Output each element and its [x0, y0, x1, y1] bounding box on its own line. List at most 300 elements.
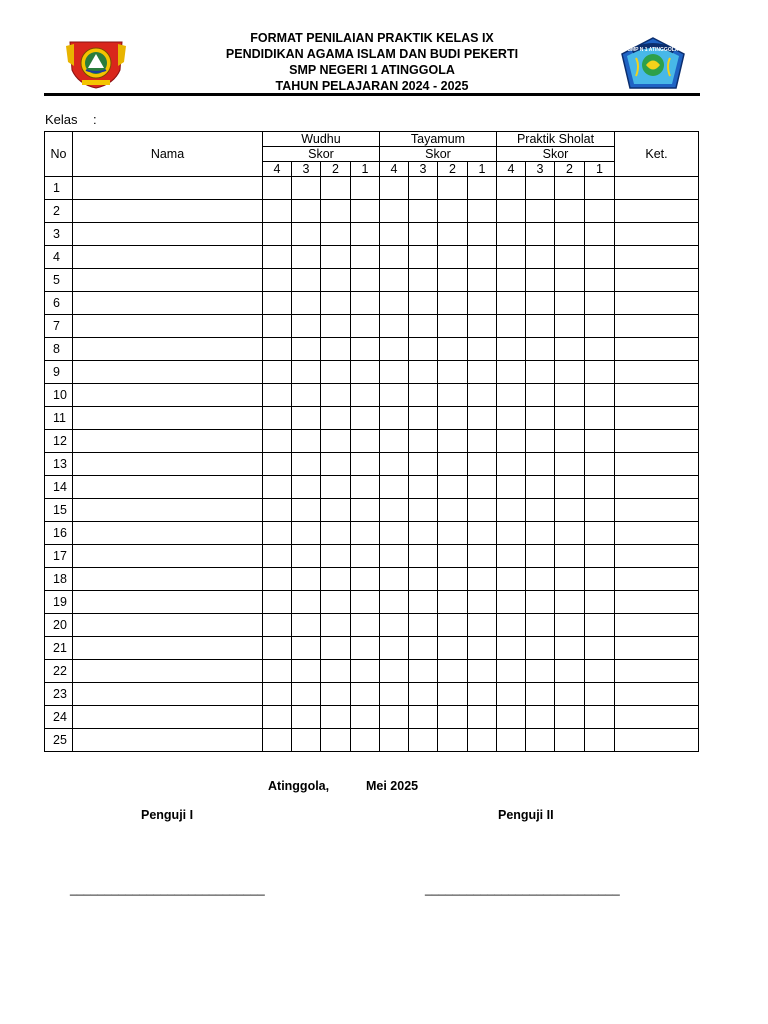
ket-cell[interactable]: [615, 568, 699, 591]
score-cell[interactable]: [526, 499, 555, 522]
score-cell[interactable]: [468, 729, 497, 752]
score-cell[interactable]: [497, 729, 526, 752]
score-cell[interactable]: [263, 384, 292, 407]
name-cell[interactable]: [73, 637, 263, 660]
ket-cell[interactable]: [615, 315, 699, 338]
name-cell[interactable]: [73, 683, 263, 706]
score-cell[interactable]: [380, 407, 409, 430]
score-cell[interactable]: [526, 706, 555, 729]
score-cell[interactable]: [380, 545, 409, 568]
score-cell[interactable]: [351, 361, 380, 384]
score-cell[interactable]: [438, 430, 468, 453]
score-cell[interactable]: [351, 706, 380, 729]
ket-cell[interactable]: [615, 660, 699, 683]
name-cell[interactable]: [73, 223, 263, 246]
score-cell[interactable]: [263, 499, 292, 522]
score-cell[interactable]: [526, 338, 555, 361]
score-cell[interactable]: [555, 729, 585, 752]
name-cell[interactable]: [73, 614, 263, 637]
name-cell[interactable]: [73, 177, 263, 200]
score-cell[interactable]: [292, 683, 321, 706]
score-cell[interactable]: [555, 246, 585, 269]
score-cell[interactable]: [555, 614, 585, 637]
score-cell[interactable]: [380, 729, 409, 752]
score-cell[interactable]: [438, 269, 468, 292]
score-cell[interactable]: [321, 499, 351, 522]
score-cell[interactable]: [555, 338, 585, 361]
score-cell[interactable]: [351, 568, 380, 591]
score-cell[interactable]: [555, 292, 585, 315]
score-cell[interactable]: [409, 591, 438, 614]
score-cell[interactable]: [409, 637, 438, 660]
score-cell[interactable]: [438, 338, 468, 361]
score-cell[interactable]: [321, 637, 351, 660]
score-cell[interactable]: [380, 453, 409, 476]
score-cell[interactable]: [468, 660, 497, 683]
score-cell[interactable]: [263, 476, 292, 499]
score-cell[interactable]: [380, 637, 409, 660]
score-cell[interactable]: [438, 407, 468, 430]
name-cell[interactable]: [73, 407, 263, 430]
score-cell[interactable]: [292, 499, 321, 522]
score-cell[interactable]: [555, 545, 585, 568]
score-cell[interactable]: [380, 706, 409, 729]
score-cell[interactable]: [497, 591, 526, 614]
score-cell[interactable]: [497, 522, 526, 545]
score-cell[interactable]: [321, 292, 351, 315]
score-cell[interactable]: [468, 200, 497, 223]
score-cell[interactable]: [438, 453, 468, 476]
score-cell[interactable]: [380, 269, 409, 292]
score-cell[interactable]: [321, 338, 351, 361]
score-cell[interactable]: [526, 545, 555, 568]
score-cell[interactable]: [585, 246, 615, 269]
score-cell[interactable]: [409, 476, 438, 499]
score-cell[interactable]: [380, 568, 409, 591]
score-cell[interactable]: [526, 660, 555, 683]
ket-cell[interactable]: [615, 407, 699, 430]
score-cell[interactable]: [351, 637, 380, 660]
score-cell[interactable]: [438, 177, 468, 200]
score-cell[interactable]: [526, 591, 555, 614]
name-cell[interactable]: [73, 729, 263, 752]
ket-cell[interactable]: [615, 246, 699, 269]
score-cell[interactable]: [585, 568, 615, 591]
score-cell[interactable]: [292, 614, 321, 637]
score-cell[interactable]: [497, 177, 526, 200]
score-cell[interactable]: [351, 223, 380, 246]
score-cell[interactable]: [409, 177, 438, 200]
score-cell[interactable]: [263, 729, 292, 752]
score-cell[interactable]: [468, 269, 497, 292]
score-cell[interactable]: [292, 315, 321, 338]
ket-cell[interactable]: [615, 384, 699, 407]
score-cell[interactable]: [380, 315, 409, 338]
score-cell[interactable]: [468, 384, 497, 407]
score-cell[interactable]: [263, 522, 292, 545]
score-cell[interactable]: [351, 499, 380, 522]
score-cell[interactable]: [526, 729, 555, 752]
score-cell[interactable]: [555, 200, 585, 223]
score-cell[interactable]: [526, 407, 555, 430]
ket-cell[interactable]: [615, 453, 699, 476]
score-cell[interactable]: [292, 568, 321, 591]
score-cell[interactable]: [380, 614, 409, 637]
score-cell[interactable]: [351, 430, 380, 453]
name-cell[interactable]: [73, 660, 263, 683]
score-cell[interactable]: [409, 545, 438, 568]
score-cell[interactable]: [438, 315, 468, 338]
score-cell[interactable]: [526, 177, 555, 200]
score-cell[interactable]: [380, 660, 409, 683]
score-cell[interactable]: [380, 223, 409, 246]
score-cell[interactable]: [292, 545, 321, 568]
ket-cell[interactable]: [615, 269, 699, 292]
score-cell[interactable]: [526, 522, 555, 545]
score-cell[interactable]: [585, 683, 615, 706]
name-cell[interactable]: [73, 292, 263, 315]
score-cell[interactable]: [380, 499, 409, 522]
score-cell[interactable]: [351, 269, 380, 292]
score-cell[interactable]: [555, 315, 585, 338]
name-cell[interactable]: [73, 706, 263, 729]
ket-cell[interactable]: [615, 591, 699, 614]
score-cell[interactable]: [292, 292, 321, 315]
score-cell[interactable]: [351, 729, 380, 752]
score-cell[interactable]: [468, 246, 497, 269]
score-cell[interactable]: [409, 453, 438, 476]
score-cell[interactable]: [263, 246, 292, 269]
score-cell[interactable]: [468, 591, 497, 614]
score-cell[interactable]: [438, 522, 468, 545]
score-cell[interactable]: [351, 338, 380, 361]
score-cell[interactable]: [263, 706, 292, 729]
score-cell[interactable]: [292, 361, 321, 384]
score-cell[interactable]: [409, 614, 438, 637]
score-cell[interactable]: [468, 637, 497, 660]
score-cell[interactable]: [526, 476, 555, 499]
score-cell[interactable]: [585, 338, 615, 361]
score-cell[interactable]: [438, 729, 468, 752]
score-cell[interactable]: [468, 430, 497, 453]
ket-cell[interactable]: [615, 706, 699, 729]
score-cell[interactable]: [468, 476, 497, 499]
ket-cell[interactable]: [615, 614, 699, 637]
score-cell[interactable]: [263, 591, 292, 614]
score-cell[interactable]: [585, 269, 615, 292]
score-cell[interactable]: [321, 568, 351, 591]
score-cell[interactable]: [438, 591, 468, 614]
score-cell[interactable]: [263, 200, 292, 223]
score-cell[interactable]: [409, 338, 438, 361]
score-cell[interactable]: [321, 223, 351, 246]
score-cell[interactable]: [585, 522, 615, 545]
score-cell[interactable]: [380, 361, 409, 384]
score-cell[interactable]: [351, 200, 380, 223]
score-cell[interactable]: [321, 453, 351, 476]
score-cell[interactable]: [380, 292, 409, 315]
score-cell[interactable]: [438, 614, 468, 637]
score-cell[interactable]: [438, 223, 468, 246]
score-cell[interactable]: [292, 476, 321, 499]
score-cell[interactable]: [321, 200, 351, 223]
score-cell[interactable]: [468, 361, 497, 384]
score-cell[interactable]: [497, 476, 526, 499]
score-cell[interactable]: [497, 499, 526, 522]
score-cell[interactable]: [526, 292, 555, 315]
score-cell[interactable]: [438, 476, 468, 499]
score-cell[interactable]: [555, 591, 585, 614]
score-cell[interactable]: [526, 200, 555, 223]
score-cell[interactable]: [351, 315, 380, 338]
score-cell[interactable]: [438, 246, 468, 269]
score-cell[interactable]: [497, 683, 526, 706]
score-cell[interactable]: [526, 430, 555, 453]
score-cell[interactable]: [497, 384, 526, 407]
score-cell[interactable]: [438, 292, 468, 315]
score-cell[interactable]: [585, 430, 615, 453]
ket-cell[interactable]: [615, 545, 699, 568]
score-cell[interactable]: [438, 660, 468, 683]
score-cell[interactable]: [409, 384, 438, 407]
score-cell[interactable]: [468, 407, 497, 430]
score-cell[interactable]: [321, 660, 351, 683]
ket-cell[interactable]: [615, 430, 699, 453]
score-cell[interactable]: [263, 338, 292, 361]
ket-cell[interactable]: [615, 499, 699, 522]
score-cell[interactable]: [263, 453, 292, 476]
ket-cell[interactable]: [615, 637, 699, 660]
score-cell[interactable]: [585, 177, 615, 200]
score-cell[interactable]: [526, 637, 555, 660]
score-cell[interactable]: [292, 430, 321, 453]
name-cell[interactable]: [73, 453, 263, 476]
score-cell[interactable]: [497, 407, 526, 430]
score-cell[interactable]: [585, 407, 615, 430]
score-cell[interactable]: [438, 706, 468, 729]
score-cell[interactable]: [292, 453, 321, 476]
score-cell[interactable]: [409, 223, 438, 246]
name-cell[interactable]: [73, 430, 263, 453]
score-cell[interactable]: [497, 269, 526, 292]
score-cell[interactable]: [585, 729, 615, 752]
score-cell[interactable]: [585, 637, 615, 660]
score-cell[interactable]: [468, 499, 497, 522]
score-cell[interactable]: [497, 292, 526, 315]
score-cell[interactable]: [263, 315, 292, 338]
score-cell[interactable]: [468, 706, 497, 729]
score-cell[interactable]: [585, 315, 615, 338]
score-cell[interactable]: [585, 476, 615, 499]
score-cell[interactable]: [263, 292, 292, 315]
score-cell[interactable]: [555, 568, 585, 591]
score-cell[interactable]: [585, 660, 615, 683]
score-cell[interactable]: [585, 614, 615, 637]
score-cell[interactable]: [409, 499, 438, 522]
score-cell[interactable]: [585, 591, 615, 614]
score-cell[interactable]: [292, 407, 321, 430]
score-cell[interactable]: [263, 614, 292, 637]
score-cell[interactable]: [321, 384, 351, 407]
score-cell[interactable]: [468, 683, 497, 706]
score-cell[interactable]: [497, 637, 526, 660]
score-cell[interactable]: [526, 384, 555, 407]
score-cell[interactable]: [438, 499, 468, 522]
score-cell[interactable]: [438, 568, 468, 591]
score-cell[interactable]: [497, 430, 526, 453]
score-cell[interactable]: [292, 384, 321, 407]
score-cell[interactable]: [497, 338, 526, 361]
score-cell[interactable]: [263, 269, 292, 292]
score-cell[interactable]: [380, 522, 409, 545]
score-cell[interactable]: [380, 683, 409, 706]
score-cell[interactable]: [468, 338, 497, 361]
score-cell[interactable]: [351, 476, 380, 499]
score-cell[interactable]: [555, 476, 585, 499]
ket-cell[interactable]: [615, 361, 699, 384]
score-cell[interactable]: [526, 683, 555, 706]
name-cell[interactable]: [73, 200, 263, 223]
score-cell[interactable]: [585, 223, 615, 246]
score-cell[interactable]: [555, 269, 585, 292]
score-cell[interactable]: [409, 430, 438, 453]
score-cell[interactable]: [409, 706, 438, 729]
score-cell[interactable]: [497, 614, 526, 637]
score-cell[interactable]: [497, 545, 526, 568]
ket-cell[interactable]: [615, 338, 699, 361]
score-cell[interactable]: [438, 384, 468, 407]
score-cell[interactable]: [351, 177, 380, 200]
score-cell[interactable]: [321, 361, 351, 384]
score-cell[interactable]: [351, 522, 380, 545]
score-cell[interactable]: [555, 223, 585, 246]
score-cell[interactable]: [380, 200, 409, 223]
score-cell[interactable]: [555, 683, 585, 706]
score-cell[interactable]: [497, 706, 526, 729]
name-cell[interactable]: [73, 246, 263, 269]
score-cell[interactable]: [497, 200, 526, 223]
score-cell[interactable]: [263, 660, 292, 683]
score-cell[interactable]: [292, 637, 321, 660]
score-cell[interactable]: [468, 315, 497, 338]
score-cell[interactable]: [438, 683, 468, 706]
name-cell[interactable]: [73, 522, 263, 545]
ket-cell[interactable]: [615, 729, 699, 752]
score-cell[interactable]: [585, 706, 615, 729]
score-cell[interactable]: [351, 407, 380, 430]
score-cell[interactable]: [263, 545, 292, 568]
score-cell[interactable]: [468, 568, 497, 591]
score-cell[interactable]: [555, 430, 585, 453]
score-cell[interactable]: [380, 177, 409, 200]
score-cell[interactable]: [409, 200, 438, 223]
score-cell[interactable]: [351, 660, 380, 683]
score-cell[interactable]: [585, 200, 615, 223]
score-cell[interactable]: [555, 361, 585, 384]
score-cell[interactable]: [263, 683, 292, 706]
score-cell[interactable]: [468, 177, 497, 200]
score-cell[interactable]: [292, 591, 321, 614]
score-cell[interactable]: [497, 315, 526, 338]
score-cell[interactable]: [380, 476, 409, 499]
score-cell[interactable]: [585, 545, 615, 568]
score-cell[interactable]: [380, 384, 409, 407]
score-cell[interactable]: [526, 246, 555, 269]
score-cell[interactable]: [409, 246, 438, 269]
score-cell[interactable]: [351, 683, 380, 706]
score-cell[interactable]: [292, 338, 321, 361]
score-cell[interactable]: [409, 522, 438, 545]
score-cell[interactable]: [321, 476, 351, 499]
score-cell[interactable]: [497, 660, 526, 683]
ket-cell[interactable]: [615, 476, 699, 499]
score-cell[interactable]: [468, 614, 497, 637]
score-cell[interactable]: [585, 361, 615, 384]
score-cell[interactable]: [321, 614, 351, 637]
score-cell[interactable]: [321, 269, 351, 292]
score-cell[interactable]: [409, 292, 438, 315]
score-cell[interactable]: [468, 453, 497, 476]
score-cell[interactable]: [292, 177, 321, 200]
score-cell[interactable]: [555, 453, 585, 476]
ket-cell[interactable]: [615, 522, 699, 545]
score-cell[interactable]: [351, 591, 380, 614]
score-cell[interactable]: [321, 407, 351, 430]
score-cell[interactable]: [409, 315, 438, 338]
score-cell[interactable]: [380, 430, 409, 453]
score-cell[interactable]: [409, 729, 438, 752]
score-cell[interactable]: [321, 177, 351, 200]
name-cell[interactable]: [73, 476, 263, 499]
score-cell[interactable]: [526, 223, 555, 246]
score-cell[interactable]: [438, 545, 468, 568]
score-cell[interactable]: [292, 246, 321, 269]
name-cell[interactable]: [73, 568, 263, 591]
score-cell[interactable]: [263, 361, 292, 384]
score-cell[interactable]: [526, 568, 555, 591]
ket-cell[interactable]: [615, 292, 699, 315]
score-cell[interactable]: [380, 591, 409, 614]
score-cell[interactable]: [497, 568, 526, 591]
score-cell[interactable]: [351, 453, 380, 476]
ket-cell[interactable]: [615, 177, 699, 200]
score-cell[interactable]: [526, 315, 555, 338]
score-cell[interactable]: [292, 706, 321, 729]
score-cell[interactable]: [351, 292, 380, 315]
score-cell[interactable]: [438, 637, 468, 660]
score-cell[interactable]: [526, 453, 555, 476]
score-cell[interactable]: [292, 729, 321, 752]
name-cell[interactable]: [73, 269, 263, 292]
score-cell[interactable]: [263, 430, 292, 453]
ket-cell[interactable]: [615, 683, 699, 706]
score-cell[interactable]: [292, 200, 321, 223]
ket-cell[interactable]: [615, 200, 699, 223]
score-cell[interactable]: [263, 177, 292, 200]
name-cell[interactable]: [73, 591, 263, 614]
score-cell[interactable]: [555, 177, 585, 200]
score-cell[interactable]: [351, 545, 380, 568]
name-cell[interactable]: [73, 338, 263, 361]
score-cell[interactable]: [263, 407, 292, 430]
score-cell[interactable]: [292, 269, 321, 292]
score-cell[interactable]: [526, 614, 555, 637]
score-cell[interactable]: [321, 246, 351, 269]
score-cell[interactable]: [585, 292, 615, 315]
score-cell[interactable]: [292, 522, 321, 545]
score-cell[interactable]: [321, 545, 351, 568]
score-cell[interactable]: [409, 683, 438, 706]
